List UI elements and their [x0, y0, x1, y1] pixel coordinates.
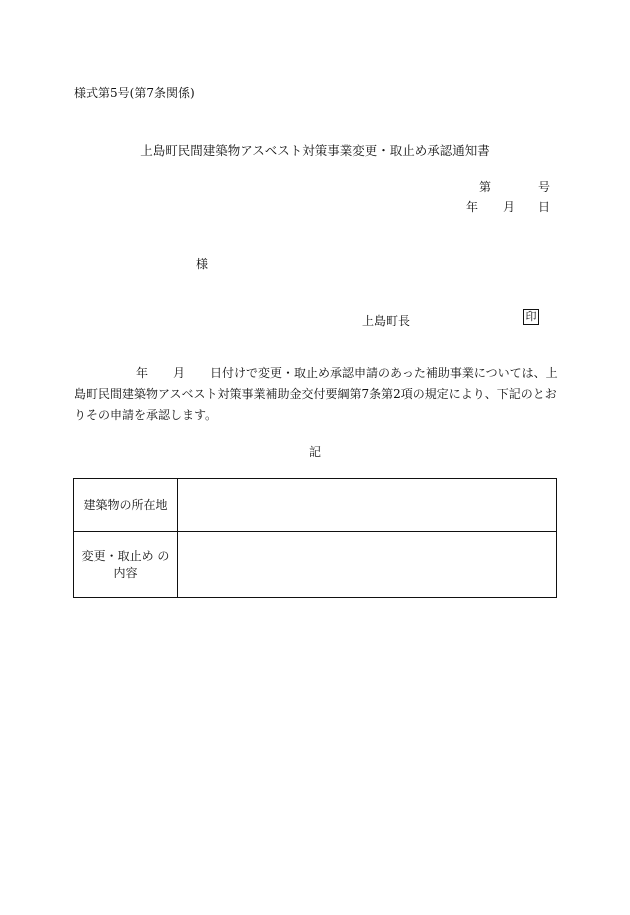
detail-table	[73, 478, 557, 598]
body-line-1-rest: 日付けで変更・取止め承認申請のあった補助事業については、上	[210, 366, 558, 380]
document-number-dai: 第	[479, 180, 492, 194]
date-day-label: 日	[538, 200, 551, 214]
document-number-go: 号	[538, 180, 551, 194]
document-title: 上島町民間建築物アスベスト対策事業変更・取止め承認通知書	[140, 143, 490, 158]
body-line-1	[74, 363, 558, 384]
table-row-location	[74, 479, 557, 532]
date-month-label: 月	[503, 200, 516, 214]
body-line-3: りその申請を承認します。	[74, 408, 218, 422]
location-value[interactable]	[178, 479, 557, 532]
body-paragraph	[74, 363, 558, 426]
table-row-content	[74, 532, 557, 598]
ki-heading: 記	[308, 445, 321, 459]
date-year-label: 年	[466, 200, 479, 214]
body-year: 年	[136, 366, 149, 380]
content-label	[74, 532, 178, 598]
form-number: 様式第5号(第7条関係)	[74, 86, 195, 100]
content-label-line-1: 変更・取止め の	[81, 548, 170, 563]
body-month: 月	[173, 366, 186, 380]
addressee-honorific: 様	[196, 257, 209, 271]
issuer-title: 上島町長	[362, 314, 411, 328]
location-label: 建築物の所在地	[74, 479, 178, 532]
content-value[interactable]	[178, 532, 557, 598]
seal-mark: 印	[523, 309, 539, 325]
content-label-line-2: 内容	[113, 565, 138, 580]
body-line-2: 島町民間建築物アスベスト対策事業補助金交付要綱第7条第2項の規定により、下記のとお	[74, 387, 557, 401]
